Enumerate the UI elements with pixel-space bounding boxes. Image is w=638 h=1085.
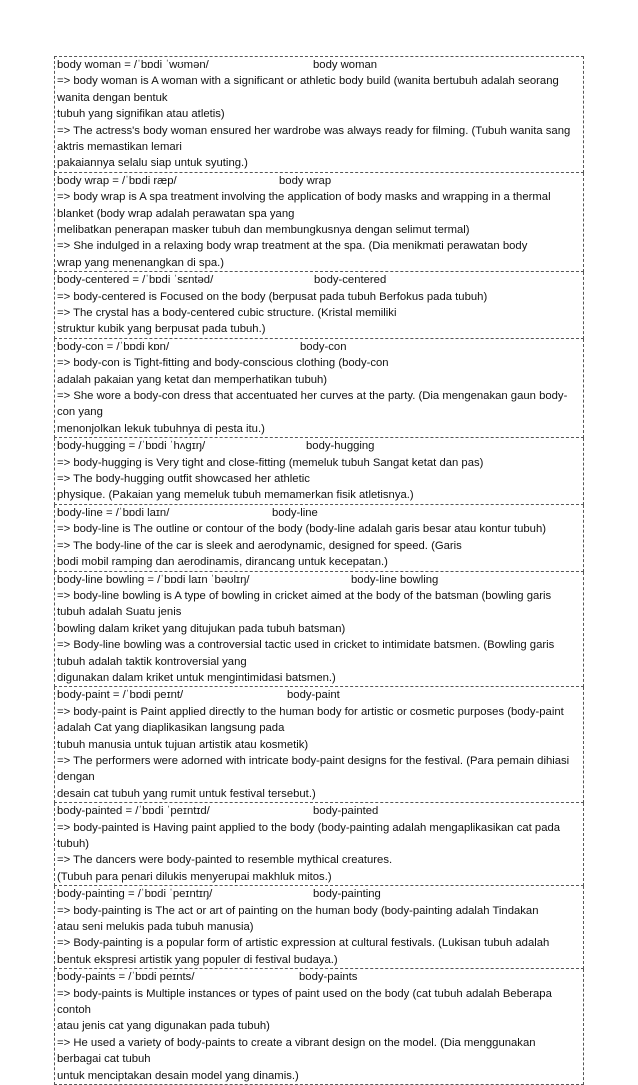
entry-pronunciation: body-line = /ˈbɒdi laɪn/ <box>57 506 170 519</box>
entry-headword: body-line <box>272 506 318 519</box>
entry-example: => She wore a body-con dress that accentuated her curves at the party. (Dia mengenakan gaun body-con yang menonjolkan lekuk tubuhnya di pesta itu.) <box>57 390 568 435</box>
entry-headline <box>57 438 582 454</box>
entry-headline <box>57 803 582 819</box>
entry-headline <box>57 687 582 703</box>
dictionary-entry <box>54 56 584 173</box>
dictionary-entry <box>54 886 584 969</box>
entry-definition: => body wrap is A spa treatment involving the application of body masks and wrapping in a thermal blanket (body wrap adalah perawatan spa yang melibatkan penerapan masker tubuh dan membungkusnya dengan selimut termal) <box>57 191 551 237</box>
entry-example: => She indulged in a relaxing body wrap treatment at the spa. (Dia menikmati perawatan body wrap yang menenangkan di spa.) <box>57 240 528 269</box>
dictionary-entry <box>54 572 584 688</box>
entry-pronunciation: body-line bowling = /ˈbɒdi laɪn ˈbəʊlɪŋ/ <box>57 573 250 586</box>
entry-example: => The dancers were body-painted to resemble mythical creatures. (Tubuh para penari dilukis menyerupai makhluk mitos.) <box>57 854 393 883</box>
entry-example: => The performers were adorned with intricate body-paint designs for the festival. (Para pemain dihiasi dengan desain cat tubuh yang rumit untuk festival tersebut.) <box>57 754 570 800</box>
entry-pronunciation: body-centered = /ˈbɒdi ˈsɛntəd/ <box>57 274 214 287</box>
entry-headline <box>57 886 582 902</box>
entry-pronunciation: body-con = /ˈbɒdi kɒn/ <box>57 340 170 353</box>
entry-headword: body-painting <box>313 888 381 901</box>
entry-headword: body-painted <box>313 805 379 818</box>
entry-definition: => body-line is The outline or contour of the body (body-line adalah garis besar atau kontur tubuh) <box>57 523 547 536</box>
dictionary-entry <box>54 969 584 1085</box>
entry-pronunciation: body-painting = /ˈbɒdi ˈpeɪntɪŋ/ <box>57 888 213 901</box>
entry-headline <box>57 969 582 985</box>
entry-pronunciation: body-hugging = /ˈbɒdi ˈhʌgɪŋ/ <box>57 440 206 453</box>
entry-headword: body-con <box>300 340 347 353</box>
entry-headword: body-line bowling <box>351 573 439 586</box>
dictionary-entry <box>54 505 584 572</box>
dictionary-entry <box>54 173 584 272</box>
entry-pronunciation: body-painted = /ˈbɒdi ˈpeɪntɪd/ <box>57 805 210 818</box>
entry-headline <box>57 572 582 588</box>
entry-headword: body wrap <box>279 174 332 187</box>
dictionary-entry <box>54 803 584 886</box>
entry-definition: => body-paints is Multiple instances or types of paint used on the body (cat tubuh adalah Beberapa contoh atau jenis cat yang digunakan pada tubuh) <box>57 987 552 1033</box>
entry-definition: => body woman is A woman with a significant or athletic body build (wanita bertubuh adalah seorang wanita dengan bentuk tubuh yang signifikan atau atletis) <box>57 75 559 121</box>
entry-pronunciation: body woman = /ˈbɒdi ˈwʊmən/ <box>57 59 209 71</box>
entry-headword: body-centered <box>314 274 387 287</box>
entry-headline <box>57 272 582 288</box>
entry-definition: => body-con is Tight-fitting and body-conscious clothing (body-con adalah pakaian yang ketat dan memperhatikan tubuh) <box>57 357 389 386</box>
entry-headline <box>57 339 582 355</box>
entry-headline <box>57 505 582 521</box>
entry-example: => The body-hugging outfit showcased her athletic physique. (Pakaian yang memeluk tubuh memamerkan fisik atletisnya.) <box>57 473 414 502</box>
entry-example: => He used a variety of body-paints to create a vibrant design on the model. (Dia menggunakan berbagai cat tubuh untuk menciptakan desain model yang dinamis.) <box>57 1036 536 1082</box>
entry-pronunciation: body-paints = /ˈbɒdi peɪnts/ <box>57 971 195 984</box>
entry-example: => Body-painting is a popular form of artistic expression at cultural festivals. (Lukisan tubuh adalah bentuk ekspresi artistik yang populer di festival budaya.) <box>57 937 550 966</box>
entry-headword: body-paint <box>287 689 340 702</box>
entry-definition: => body-line bowling is A type of bowling in cricket aimed at the body of the batsman (bowling garis tubuh adalah Suatu jenis bowling dalam kriket yang ditujukan pada tubuh batsman) <box>57 589 552 635</box>
entry-example: => The crystal has a body-centered cubic structure. (Kristal memiliki struktur kubik yang berpusat pada tubuh.) <box>57 307 397 336</box>
entry-headline <box>57 173 582 189</box>
entry-headline <box>57 57 582 73</box>
entry-definition: => body-hugging is Very tight and close-fitting (memeluk tubuh Sangat ketat dan pas) <box>57 456 484 469</box>
entry-definition: => body-centered is Focused on the body (berpusat pada tubuh Berfokus pada tubuh) <box>57 290 488 303</box>
entry-pronunciation: body wrap = /ˈbɒdi ræp/ <box>57 174 177 187</box>
entry-example: => Body-line bowling was a controversial tactic used in cricket to intimidate batsmen. (Bowling garis tubuh adalah taktik kontroversial yang digunakan dalam kriket untuk mengintimidasi batsmen.) <box>57 639 555 684</box>
dictionary-entry <box>54 272 584 339</box>
entry-headword: body woman <box>313 59 378 71</box>
dictionary-entry <box>54 339 584 438</box>
entry-example: => The body-line of the car is sleek and aerodynamic, designed for speed. (Garis bodi mobil ramping dan aerodinamis, dirancang untuk kecepatan.) <box>57 539 462 569</box>
entry-headword: body-paints <box>299 971 358 984</box>
entry-example: => The actress's body woman ensured her wardrobe was always ready for filming. (Tubuh wanita sang aktris memastikan lemari pakaiannya selalu siap untuk syuting.) <box>57 124 571 170</box>
dictionary-entry <box>54 438 584 505</box>
dictionary-page <box>54 56 584 1085</box>
dictionary-entry <box>54 687 584 803</box>
entry-pronunciation: body-paint = /ˈbɒdi peɪnt/ <box>57 689 184 702</box>
entry-definition: => body-painting is The act or art of painting on the human body (body-painting adalah Tindakan atau seni melukis pada tubuh manusia) <box>57 904 539 933</box>
entry-definition: => body-paint is Paint applied directly to the human body for artistic or cosmetic purposes (body-paint adalah Cat yang diaplikasikan langsung pada tubuh manusia untuk tujuan artistik atau kosmetik) <box>57 705 564 751</box>
entry-headword: body-hugging <box>306 440 375 453</box>
entry-definition: => body-painted is Having paint applied to the body (body-painting adalah mengaplikasikan cat pada tubuh) <box>57 821 561 850</box>
